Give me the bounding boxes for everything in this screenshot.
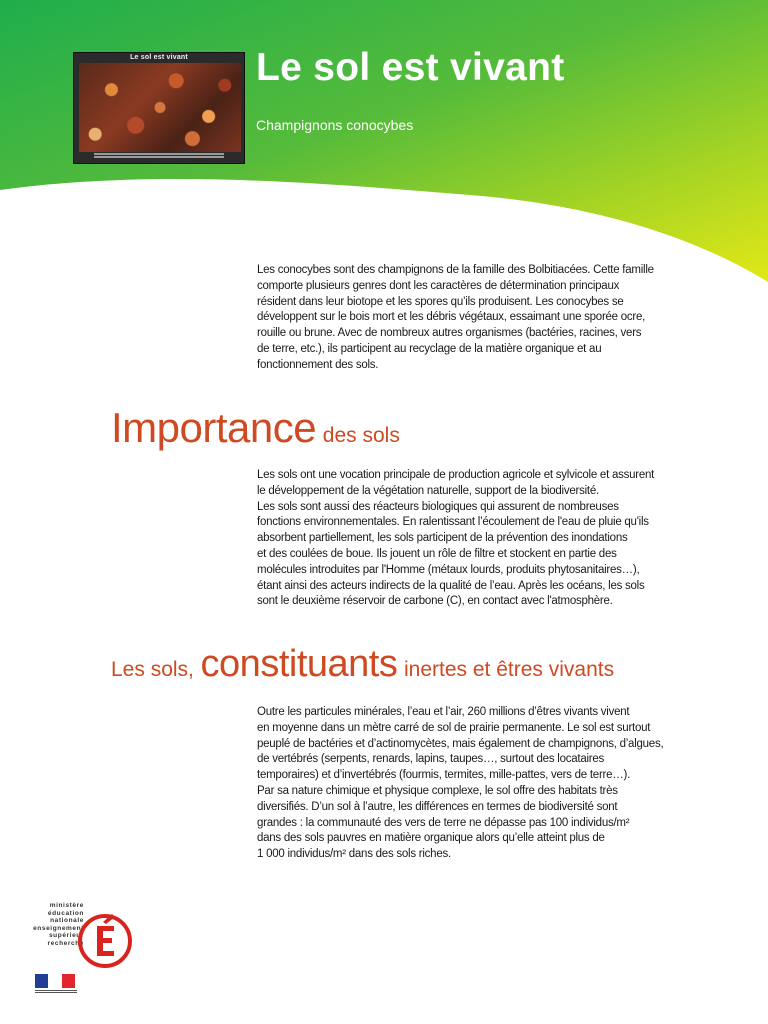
heading-suffix: inertes et êtres vivants — [404, 658, 615, 681]
thumbnail-caption — [82, 152, 236, 161]
logo-words: ministère éducation nationale enseignement supérieur recherche — [33, 902, 84, 947]
intro-paragraph: Les conocybes sont des champignons de la famille des Bolbitiacées. Cette famille comporte plusieurs genres dont les caractères de détermination principaux résident dans leur biotope et les spores qu’ils produisent. Les conocybes se développent sur le bois mort et les débris végétaux, essaimant une sporée ocre, rouille ou brune. Avec de nombreux autres organismes (bactéries, racines, vers de terre, etc.), ils participent au recyclage de la matière organique et au fonctionnement des sols. — [257, 264, 654, 371]
heading-small: des sols — [322, 424, 400, 447]
mushroom-photo — [79, 63, 241, 152]
e-accent-logo-icon — [76, 908, 134, 968]
republique-francaise-caption — [35, 990, 77, 994]
ministry-logo — [20, 902, 120, 977]
importance-paragraph: Les sols ont une vocation principale de production agricole et sylvicole et assurent le développement de la végétation naturelle, support de la biodiversité. Les sols sont aussi des réacteurs biologiques qui assurent de nombreuses fonctions environnementales. En ralentissant l’écoulement de l'eau de pluie qu'ils absorbent partiellement, les sols participent de la prévention des inondations et des coulées de boue. Ils jouent un rôle de filtre et stockent en partie des molécules introduites par l'Homme (métaux lourds, produits phytosanitaires…), étant ainsi des acteurs indirects de la qualité de l’eau. Après les océans, les sols sont le deuxième réservoir de carbone (C), en contact avec l'atmosphère. — [257, 469, 655, 608]
section-heading-importance — [111, 404, 400, 452]
constituants-paragraph: Outre les particules minérales, l’eau et l’air, 260 millions d’êtres vivants vivent en moyenne dans un mètre carré de sol de prairie permanente. Le sol est surtout peuplé de bactéries et d’actinomycètes, mais également de champignons, d’algues, de vertébrés (serpents, renards, lapins, taupes…, surtout des locataires temporaires) et d’invertébrés (fourmis, termites, mille-pattes, vers de terre…). Par sa nature chimique et physique complexe, le sol offre des habitats très diversifiés. D’un sol à l’autre, les différences en termes de biodiversité sont grandes : la communauté des vers de terre ne dépasse pas 100 individus/m² dans des sols pauvres en matière organique alors qu’elle atteint plus de 1 000 individus/m² dans des sols riches. — [257, 706, 664, 861]
heading-prefix: Les sols, — [111, 658, 194, 681]
heading-large: constituants — [200, 643, 398, 685]
french-flag-icon — [35, 974, 75, 988]
poster-thumbnail — [73, 52, 245, 164]
page-subtitle: Champignons conocybes — [256, 117, 414, 133]
thumbnail-title: Le sol est vivant — [130, 54, 188, 61]
page-title: Le sol est vivant — [256, 46, 565, 89]
heading-large: Importance — [111, 404, 317, 451]
section-heading-constituants — [111, 643, 614, 686]
